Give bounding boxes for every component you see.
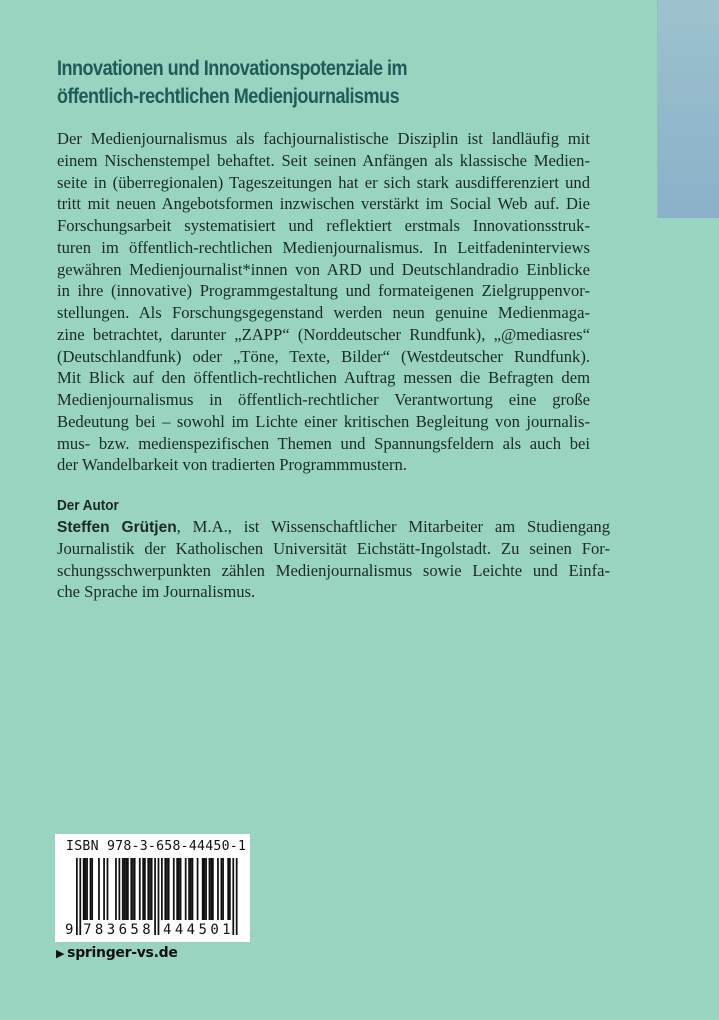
publisher-link[interactable] (56, 945, 178, 961)
side-color-panel (658, 0, 719, 218)
book-description (57, 128, 590, 476)
description-line: zine betrachtet, darunter „ZAPP“ (Norddeutscher Rundfunk), „@mediasres“ (57, 324, 590, 344)
description-line: in ihre (innovative) Programmgestaltung und formateigenen Zielgruppenvor- (57, 281, 590, 301)
description-line: der Wandelbarkeit von tradierten Programmmustern. (57, 455, 407, 475)
svg-text:783658: 783658 (83, 922, 155, 938)
description-line: Bedeutung bei – sowohl im Lichte einer kritischen Begleitung von journalis- (57, 411, 590, 431)
author-bio-line: Journalistik der Katholischen Universität Eichstätt-Ingolstadt. Zu seinen For- (57, 538, 610, 558)
description-line: Medienjournalismus in öffentlich-rechtlicher Verantwortung eine große (57, 390, 590, 409)
description-line: seite in (überregionalen) Tageszeitungen hat er sich stark ausdifferenziert und (57, 172, 590, 192)
author-bio (57, 516, 610, 603)
description-line: einem Nischenstempel behaftet. Seit seinen Anfängen als klassische Medien- (57, 150, 590, 170)
author-bio-line (57, 516, 610, 538)
description-line: tritt mit neuen Angebotsformen inzwischen verstärkt im Social Web auf. Die (57, 194, 590, 214)
description-line: Mit Blick auf den öffentlich-rechtlichen Auftrag messen die Befragten dem (57, 368, 590, 388)
svg-text:444501: 444501 (163, 922, 234, 938)
description-line: mus- bzw. medienspezifischen Themen und Spannungsfeldern als auch bei (57, 433, 590, 453)
publisher-link-label: springer-vs.de (67, 945, 178, 961)
author-name: Steffen Grütjen (57, 519, 177, 536)
description-line: gewähren Medienjournalist*innen von ARD und Deutschlandradio Einblicke (57, 259, 590, 279)
description-line: Forschungsarbeit systematisiert und reflektiert erstmals Innovationsstruk- (57, 216, 590, 235)
book-title (57, 55, 616, 111)
isbn-label: ISBN 978-3-658-44450-1 (66, 839, 247, 854)
description-line: turen im öffentlich-rechtlichen Medienjournalismus. In Leitfadeninterviews (57, 237, 590, 257)
play-arrow-icon: ▶ (56, 946, 65, 960)
svg-text:9: 9 (65, 922, 74, 938)
author-bio-text: , M.A., ist Wissenschaftlicher Mitarbeiter am Studiengang (176, 517, 610, 536)
description-line: stellungen. Als Forschungsgegenstand werden neun genuine Medienmaga- (57, 303, 590, 322)
author-bio-line: schungsschwerpunkten zählen Medienjournalismus sowie Leichte und Einfa- (57, 560, 610, 580)
title-line-2: öffentlich-rechtlichen Medienjournalismus (57, 85, 400, 108)
title-line-1: Innovationen und Innovationspotenziale im (57, 57, 408, 80)
author-heading: Der Autor (57, 497, 119, 514)
description-line: Der Medienjournalismus als fachjournalistische Disziplin ist landläufig mit (57, 129, 590, 148)
description-line: (Deutschlandfunk) oder „Töne, Texte, Bilder“ (Westdeutscher Rundfunk). (57, 346, 590, 366)
author-bio-line: che Sprache im Journalismus. (57, 582, 256, 602)
isbn-barcode (55, 834, 250, 942)
barcode-bars (55, 834, 250, 942)
